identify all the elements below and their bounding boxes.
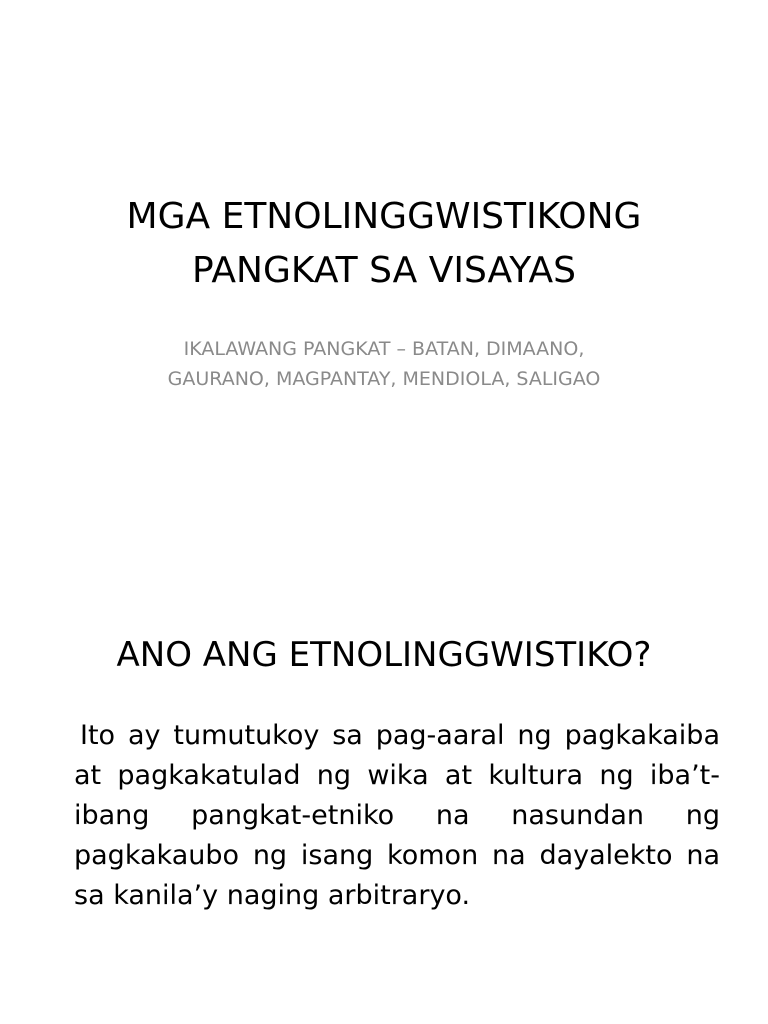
definition-heading: ANO ANG ETNOLINGGWISTIKO? bbox=[116, 635, 652, 675]
subtitle-line-1: IKALAWANG PANGKAT – BATAN, DIMAANO, bbox=[183, 338, 585, 360]
definition-body: Ito ay tumutukoy sa pag-aaral ng pagkakaiba at pagkakatulad ng wika at kultura ng iba’t-ibang pangkat-etniko na nasundan ng pagkakaubo ng isang komon na dayalekto na sa kanila’y naging arbitraryo. bbox=[74, 720, 720, 911]
slide-subtitle bbox=[60, 334, 708, 394]
slide-title-heading bbox=[40, 190, 728, 298]
title-line-2: PANGKAT SA VISAYAS bbox=[192, 250, 576, 291]
subtitle-line-2: GAURANO, MAGPANTAY, MENDIOLA, SALIGAO bbox=[167, 368, 601, 390]
title-line-1: MGA ETNOLINGGWISTIKONG bbox=[126, 196, 642, 237]
slide-definition bbox=[0, 576, 768, 1024]
